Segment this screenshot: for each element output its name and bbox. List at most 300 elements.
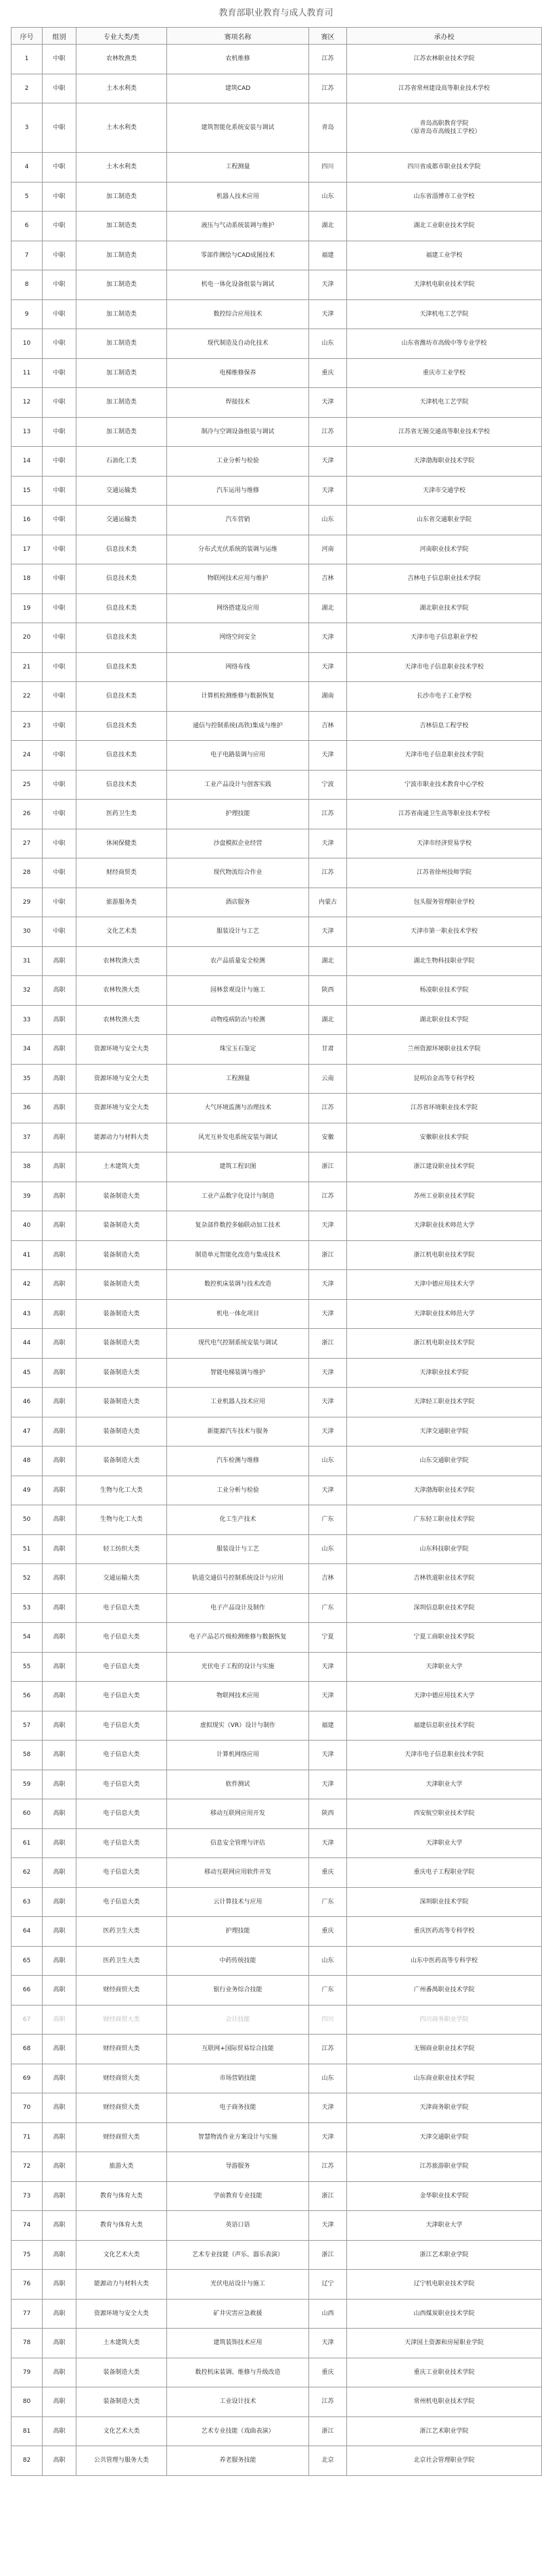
cell-host-school: 深圳信息职业技术学院 [347,1593,542,1623]
cell-category: 电子信息大类 [76,1593,167,1623]
cell-group: 高职 [43,1711,76,1741]
cell-event: 酒店服务 [167,888,309,917]
cell-group: 高职 [43,1358,76,1388]
cell-event: 建筑CAD [167,74,309,103]
cell-region: 吉林 [309,1564,347,1594]
cell-host-school: 重庆电子工程职业学院 [347,1858,542,1888]
table-row [12,212,542,241]
cell-event: 智能电梯装调与维护 [167,1358,309,1388]
cell-index: 49 [12,1476,43,1505]
table-row [12,1035,542,1065]
cell-host-school: 山东商业职业技术学院 [347,2064,542,2093]
cell-host-school: 江苏省常州建设高等职业技术学校 [347,74,542,103]
cell-category: 电子信息大类 [76,1741,167,1770]
cell-group: 高职 [43,1887,76,1917]
cell-category: 能源动力与材料大类 [76,2270,167,2300]
cell-category: 休闲保健类 [76,829,167,858]
cell-event: 移动互联网应用开发 [167,1799,309,1829]
cell-group: 中职 [43,299,76,329]
cell-host-school: 宁波市职业技术教育中心学校 [347,770,542,800]
cell-region: 山东 [309,506,347,535]
table-row [12,770,542,800]
table-row [12,800,542,829]
table-row [12,976,542,1006]
cell-event: 园林景观设计与施工 [167,976,309,1006]
cell-region: 广东 [309,1505,347,1535]
cell-region: 青岛 [309,103,347,153]
cell-host-school: 天津职业技术师范大学 [347,1211,542,1241]
cell-region: 天津 [309,476,347,506]
cell-group: 中职 [43,476,76,506]
cell-region: 北京 [309,2446,347,2476]
table-row [12,1505,542,1535]
cell-event: 工程测量 [167,153,309,183]
cell-region: 重庆 [309,1858,347,1888]
cell-host-school: 江苏省徐州技师学院 [347,858,542,888]
cell-group: 中职 [43,652,76,682]
cell-category: 加工制造类 [76,241,167,270]
cell-category: 财经商贸大类 [76,1976,167,2006]
cell-group: 高职 [43,1799,76,1829]
cell-category: 装备制造大类 [76,1182,167,1211]
cell-region: 湖北 [309,946,347,976]
cell-event: 护理技能 [167,1917,309,1947]
cell-index: 34 [12,1035,43,1065]
cell-region: 山东 [309,182,347,212]
cell-region: 江苏 [309,45,347,74]
cell-region: 天津 [309,1211,347,1241]
table-row [12,652,542,682]
cell-group: 中职 [43,103,76,153]
cell-event: 农产品质量安全检测 [167,946,309,976]
cell-group: 高职 [43,1152,76,1182]
cell-event: 软件测试 [167,1770,309,1799]
cell-event: 英语口语 [167,2211,309,2241]
table-row [12,447,542,477]
cell-category: 电子信息大类 [76,1711,167,1741]
cell-event: 汽车营销 [167,506,309,535]
cell-event: 机电一体化设备组装与调试 [167,270,309,300]
table-row [12,1064,542,1094]
table-row [12,711,542,741]
cell-host-school: 常州机电职业技术学院 [347,2387,542,2417]
cell-event: 移动互联网应用软件开发 [167,1858,309,1888]
cell-group: 高职 [43,2181,76,2211]
cell-event: 通信与控制系统(高铁)集成与维护 [167,711,309,741]
cell-event: 建筑工程识图 [167,1152,309,1182]
cell-index: 22 [12,682,43,712]
cell-group: 高职 [43,1299,76,1329]
cell-group: 中职 [43,770,76,800]
cell-region: 浙江 [309,1152,347,1182]
cell-group: 高职 [43,2211,76,2241]
cell-category: 农林牧渔大类 [76,1005,167,1035]
cell-region: 浙江 [309,2240,347,2270]
table-row [12,2211,542,2241]
cell-event: 现代制造及自动化技术 [167,329,309,359]
table-row [12,1240,542,1270]
cell-index: 18 [12,564,43,594]
cell-index: 4 [12,153,43,183]
cell-category: 电子信息大类 [76,1799,167,1829]
cell-group: 高职 [43,2064,76,2093]
cell-index: 27 [12,829,43,858]
cell-host-school: 天津交通职业学院 [347,2122,542,2152]
cell-host-school: 江苏省南通卫生高等职业技术学校 [347,800,542,829]
header-region: 赛区 [309,28,347,45]
cell-event: 数控综合应用技术 [167,299,309,329]
cell-host-school: 无锡商业职业技术学院 [347,2035,542,2064]
cell-event: 电梯维修保养 [167,358,309,388]
cell-host-school: 湖北职业技术学院 [347,593,542,623]
cell-index: 9 [12,299,43,329]
cell-host-school: 安徽职业技术学院 [347,1123,542,1152]
cell-index: 82 [12,2446,43,2476]
cell-host-school: 浙江机电职业技术学院 [347,1240,542,1270]
table-row [12,1094,542,1123]
cell-index: 47 [12,1417,43,1447]
cell-host-school: 深圳职业技术学院 [347,1887,542,1917]
cell-category: 装备制造大类 [76,1447,167,1476]
cell-category: 装备制造大类 [76,1417,167,1447]
cell-host-school: 山东省淄博市工业学校 [347,182,542,212]
table-row [12,1946,542,1976]
cell-index: 33 [12,1005,43,1035]
cell-category: 加工制造类 [76,388,167,418]
table-row [12,593,542,623]
cell-region: 天津 [309,1358,347,1388]
cell-group: 中职 [43,535,76,564]
table-row [12,2005,542,2035]
cell-index: 29 [12,888,43,917]
table-row [12,1329,542,1359]
table-row [12,417,542,447]
cell-event: 工业分析与检验 [167,1476,309,1505]
cell-index: 64 [12,1917,43,1947]
table-row [12,1917,542,1947]
table-row [12,829,542,858]
cell-category: 轻工纺织大类 [76,1534,167,1564]
table-row [12,888,542,917]
cell-group: 中职 [43,74,76,103]
cell-host-school: 吉林铁道职业技术学院 [347,1564,542,1594]
cell-group: 高职 [43,1447,76,1476]
table-row [12,2270,542,2300]
cell-category: 电子信息大类 [76,1887,167,1917]
table-row [12,1858,542,1888]
cell-host-school: 山东省潍坊市高级中等专业学校 [347,329,542,359]
table-row [12,2122,542,2152]
cell-category: 土木建筑大类 [76,1152,167,1182]
cell-group: 高职 [43,2035,76,2064]
cell-group: 高职 [43,2122,76,2152]
cell-index: 12 [12,388,43,418]
cell-group: 高职 [43,1534,76,1564]
cell-region: 福建 [309,241,347,270]
table-row [12,506,542,535]
cell-index: 20 [12,623,43,653]
cell-event: 导游服务 [167,2152,309,2182]
cell-region: 福建 [309,1711,347,1741]
table-row [12,1593,542,1623]
cell-category: 电子信息大类 [76,1828,167,1858]
cell-host-school: 重庆工业职业技术学院 [347,2358,542,2387]
table-row [12,1682,542,1711]
cell-group: 中职 [43,741,76,771]
cell-group: 中职 [43,623,76,653]
cell-host-school: 天津市电子信息职业技术学院 [347,1741,542,1770]
cell-category: 电子信息大类 [76,1652,167,1682]
cell-group: 高职 [43,1123,76,1152]
table-row [12,2064,542,2093]
cell-group: 中职 [43,358,76,388]
cell-index: 52 [12,1564,43,1594]
cell-event: 学前教育专业技能 [167,2181,309,2211]
table-row [12,1534,542,1564]
cell-region: 江苏 [309,800,347,829]
cell-index: 43 [12,1299,43,1329]
cell-host-school: 天津市经济贸易学校 [347,829,542,858]
cell-index: 66 [12,1976,43,2006]
cell-group: 高职 [43,1064,76,1094]
table-row [12,241,542,270]
cell-event: 艺术专业技能（声乐、器乐表演） [167,2240,309,2270]
table-row [12,1741,542,1770]
cell-host-school: 西安航空职业技术学院 [347,1799,542,1829]
cell-host-school: 山东科技职业学院 [347,1534,542,1564]
cell-event: 电子电路装调与应用 [167,741,309,771]
cell-host-school: 浙江艺术职业学院 [347,2416,542,2446]
cell-group: 高职 [43,1476,76,1505]
table-row [12,2416,542,2446]
cell-host-school: 湖北生物科技职业学院 [347,946,542,976]
cell-host-school: 包头服务管理职业学校 [347,888,542,917]
table-row [12,946,542,976]
cell-host-school: 天津商务职业学院 [347,2093,542,2123]
cell-category: 农林牧渔大类 [76,976,167,1006]
cell-category: 交通运输类 [76,506,167,535]
table-body [12,45,542,2476]
cell-host-school: 山西煤炭职业技术学院 [347,2299,542,2329]
table-row [12,1388,542,1417]
cell-index: 39 [12,1182,43,1211]
cell-region: 天津 [309,829,347,858]
cell-group: 高职 [43,1211,76,1241]
cell-event: 信息安全管理与评估 [167,1828,309,1858]
cell-group: 高职 [43,2093,76,2123]
cell-event: 沙盘模拟企业经营 [167,829,309,858]
table-row [12,388,542,418]
table-row [12,74,542,103]
table-row [12,1358,542,1388]
table-row [12,2181,542,2211]
cell-group: 中职 [43,858,76,888]
cell-region: 宁夏 [309,1623,347,1653]
cell-group: 高职 [43,1770,76,1799]
table-row [12,1476,542,1505]
cell-index: 72 [12,2152,43,2182]
cell-category: 财经商贸大类 [76,2122,167,2152]
cell-index: 68 [12,2035,43,2064]
cell-category: 医药卫生类 [76,800,167,829]
table-row [12,329,542,359]
table-row [12,2387,542,2417]
cell-region: 湖南 [309,682,347,712]
cell-category: 医药卫生大类 [76,1946,167,1976]
cell-host-school: 广州番禺职业技术学院 [347,1976,542,2006]
cell-index: 2 [12,74,43,103]
cell-event: 物联网技术应用 [167,1682,309,1711]
cell-event: 银行业务综合技能 [167,1976,309,2006]
cell-region: 湖北 [309,1005,347,1035]
header-category: 专业大类/类 [76,28,167,45]
cell-group: 高职 [43,1917,76,1947]
table-row [12,299,542,329]
table-row [12,2240,542,2270]
cell-region: 天津 [309,623,347,653]
cell-event: 工业分析与检验 [167,447,309,477]
cell-event: 矿井灾害应急救援 [167,2299,309,2329]
cell-event: 工业产品设计与创客实践 [167,770,309,800]
table-header-row [12,28,542,45]
cell-event: 建筑装饰技术应用 [167,2329,309,2358]
cell-category: 能源动力与材料大类 [76,1123,167,1152]
cell-region: 吉林 [309,564,347,594]
cell-event: 珠宝玉石鉴定 [167,1035,309,1065]
cell-host-school: 青岛高职教育学院 （原青岛市高级技工学校） [347,103,542,153]
cell-host-school: 北京社会管理职业学院 [347,2446,542,2476]
cell-category: 装备制造大类 [76,1388,167,1417]
cell-event: 零部件测绘与CAD成图技术 [167,241,309,270]
table-row [12,741,542,771]
cell-region: 重庆 [309,358,347,388]
cell-group: 中职 [43,888,76,917]
cell-event: 虚拟现实（VR）设计与制作 [167,1711,309,1741]
cell-event: 艺术专业技能（戏曲表演） [167,2416,309,2446]
cell-index: 70 [12,2093,43,2123]
cell-group: 高职 [43,2240,76,2270]
cell-index: 26 [12,800,43,829]
cell-index: 77 [12,2299,43,2329]
table-row [12,476,542,506]
cell-category: 生物与化工大类 [76,1505,167,1535]
cell-host-school: 天津中德应用技术大学 [347,1270,542,1300]
cell-event: 风光互补发电系统安装与调试 [167,1123,309,1152]
cell-index: 32 [12,976,43,1006]
cell-region: 天津 [309,299,347,329]
cell-host-school: 天津职业技术师范大学 [347,1299,542,1329]
cell-group: 高职 [43,1593,76,1623]
cell-category: 农林牧渔类 [76,45,167,74]
cell-category: 装备制造大类 [76,2387,167,2417]
cell-category: 土木建筑大类 [76,2329,167,2358]
table-row [12,103,542,153]
cell-region: 江苏 [309,74,347,103]
cell-host-school: 天津职业技术学院 [347,1358,542,1388]
cell-category: 医药卫生大类 [76,1917,167,1947]
cell-index: 1 [12,45,43,74]
cell-event: 现代物流综合作业 [167,858,309,888]
cell-region: 云南 [309,1064,347,1094]
cell-region: 山东 [309,1534,347,1564]
cell-category: 信息技术类 [76,535,167,564]
cell-region: 江苏 [309,1094,347,1123]
cell-category: 电子信息大类 [76,1858,167,1888]
cell-region: 天津 [309,1741,347,1770]
cell-event: 互联网+国际贸易综合技能 [167,2035,309,2064]
table-row [12,2035,542,2064]
cell-category: 石油化工类 [76,447,167,477]
cell-group: 中职 [43,212,76,241]
cell-group: 高职 [43,2416,76,2446]
cell-index: 63 [12,1887,43,1917]
table-row [12,1447,542,1476]
cell-category: 交通运输类 [76,476,167,506]
cell-index: 61 [12,1828,43,1858]
cell-index: 31 [12,946,43,976]
cell-host-school: 天津渤海职业技术学院 [347,447,542,477]
table-row [12,358,542,388]
cell-index: 15 [12,476,43,506]
table-row [12,1887,542,1917]
cell-host-school: 天津国土资源和房屋职业学院 [347,2329,542,2358]
cell-index: 56 [12,1682,43,1711]
cell-index: 71 [12,2122,43,2152]
cell-index: 54 [12,1623,43,1653]
cell-event: 智慧物流作业方案设计与实施 [167,2122,309,2152]
table-row [12,535,542,564]
cell-index: 14 [12,447,43,477]
cell-category: 装备制造大类 [76,1329,167,1359]
cell-region: 广东 [309,1887,347,1917]
cell-host-school: 山东交通职业学院 [347,1447,542,1476]
table-row [12,1005,542,1035]
table-row [12,1417,542,1447]
cell-category: 资源环境与安全大类 [76,2299,167,2329]
cell-index: 23 [12,711,43,741]
cell-event: 机电一体化项目 [167,1299,309,1329]
cell-group: 中职 [43,241,76,270]
cell-group: 高职 [43,1270,76,1300]
cell-group: 高职 [43,2358,76,2387]
cell-region: 宁波 [309,770,347,800]
cell-index: 24 [12,741,43,771]
cell-group: 中职 [43,270,76,300]
cell-region: 天津 [309,1828,347,1858]
cell-event: 焊接技术 [167,388,309,418]
header-index: 序号 [12,28,43,45]
cell-group: 高职 [43,1240,76,1270]
cell-event: 电子产品设计及制作 [167,1593,309,1623]
cell-region: 天津 [309,1299,347,1329]
cell-event: 光伏电站设计与施工 [167,2270,309,2300]
cell-index: 42 [12,1270,43,1300]
cell-region: 天津 [309,1417,347,1447]
cell-category: 农林牧渔大类 [76,946,167,976]
cell-group: 中职 [43,182,76,212]
cell-group: 中职 [43,800,76,829]
cell-host-school: 天津市第一职业技术学校 [347,917,542,947]
cell-group: 高职 [43,1623,76,1653]
table-row [12,1770,542,1799]
cell-region: 湖北 [309,212,347,241]
cell-event: 中药传统技能 [167,1946,309,1976]
cell-host-school: 重庆市工业学校 [347,358,542,388]
cell-event: 电子商务技能 [167,2093,309,2123]
cell-group: 中职 [43,593,76,623]
cell-event: 网络布线 [167,652,309,682]
cell-event: 制冷与空调设备组装与调试 [167,417,309,447]
